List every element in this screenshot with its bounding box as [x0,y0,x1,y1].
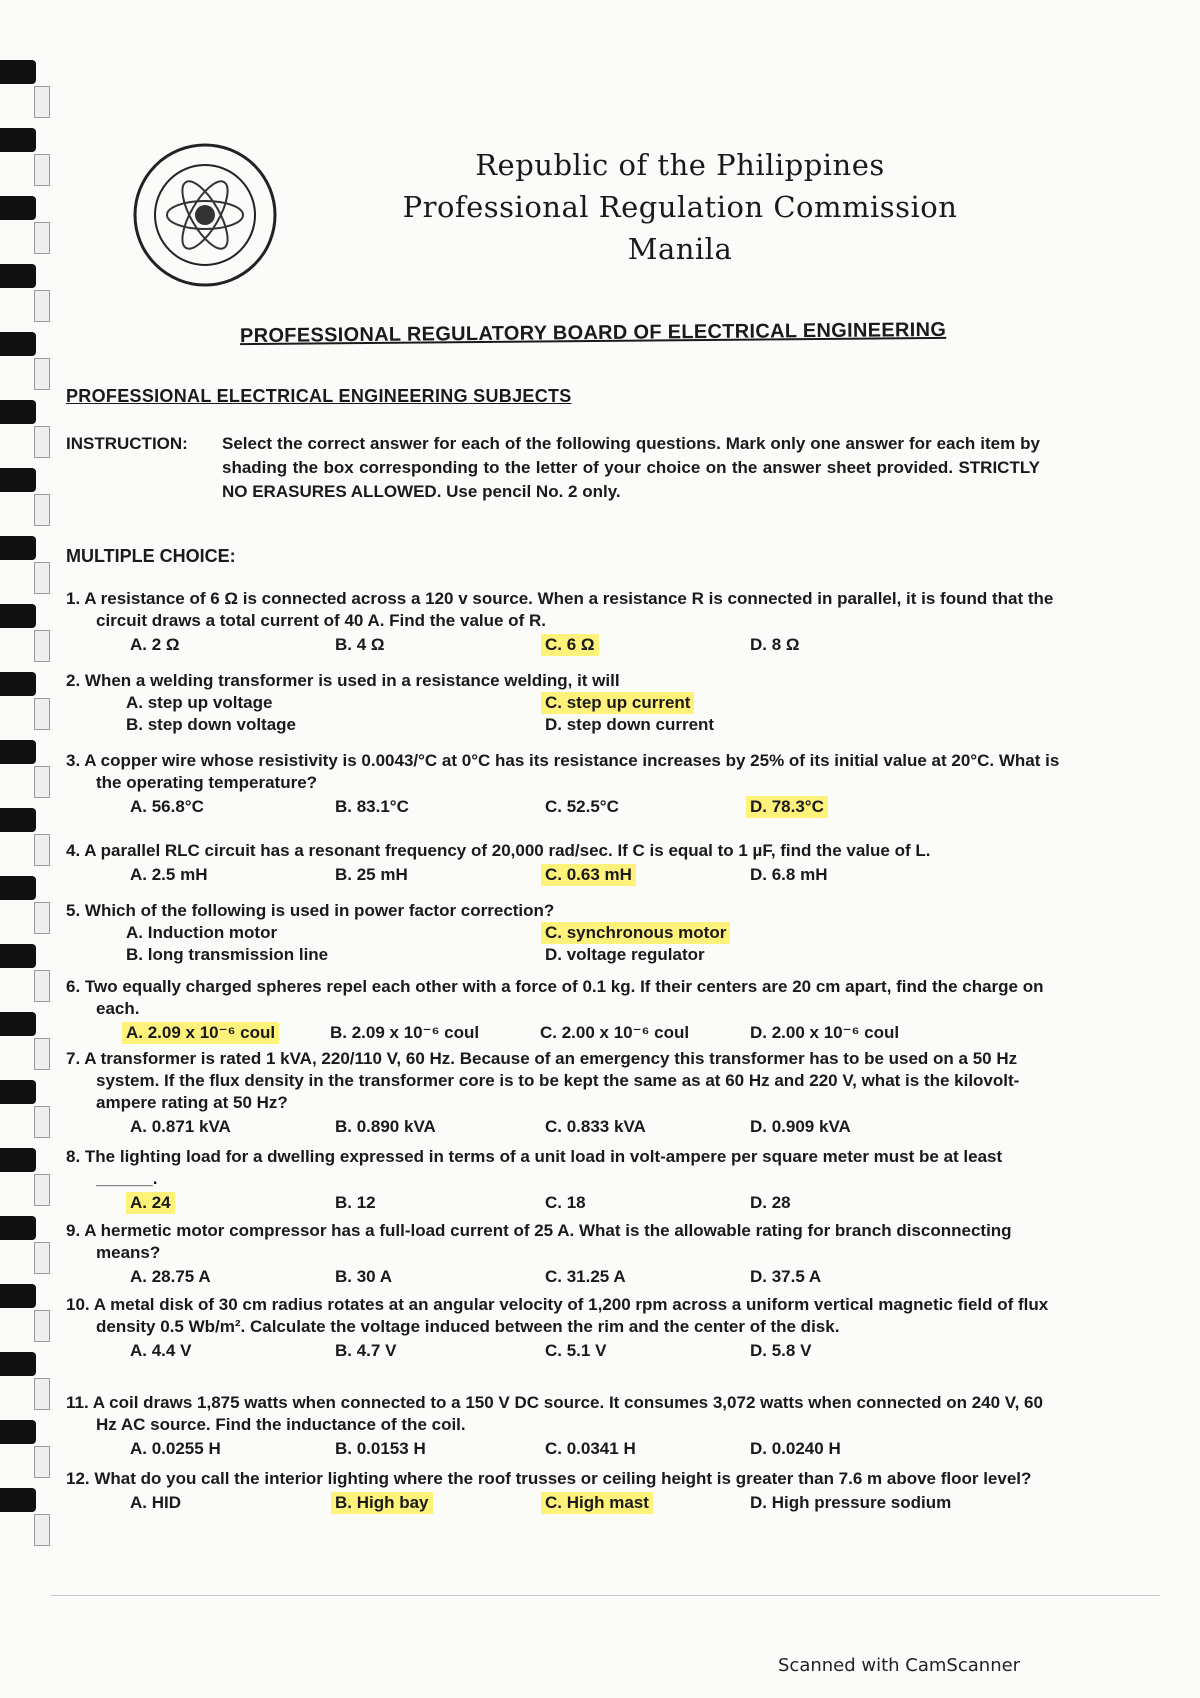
board-title: PROFESSIONAL REGULATORY BOARD OF ELECTRICAL ENGINEERING [239,318,947,348]
binder-tab [34,86,50,118]
option-d: D. 37.5 A [750,1267,822,1286]
question-10 [66,1294,1066,1364]
binder-tab [34,1514,50,1546]
prc-seal-icon [130,140,280,290]
header-commission: Professional Regulation Commission [402,190,958,224]
binder-mark [0,60,36,84]
option-d: D. 8 Ω [750,635,800,654]
question-5 [66,900,1066,966]
question-text: 5. Which of the following is used in power factor correction? [66,901,555,920]
option-b: B. 0.890 kVA [335,1117,436,1136]
option-d: D. 6.8 mH [750,865,828,884]
binder-mark [0,808,36,832]
question-text: 8. The lighting load for a dwelling expressed in terms of a unit load in volt-ampere per square meter must be at least ______. [66,1147,1003,1188]
binder-mark [0,1488,36,1512]
header-republic: Republic of the Philippines [475,148,885,182]
option-b: B. step down voltage [126,715,297,734]
question-text: 9. A hermetic motor compressor has a full-load current of 25 A. What is the allowable rating for branch disconnecting means? [66,1221,1012,1262]
subjects-title: PROFESSIONAL ELECTRICAL ENGINEERING SUBJECTS [66,386,572,406]
binder-mark [0,1216,36,1240]
binder-mark [0,876,36,900]
question-text: 3. A copper wire whose resistivity is 0.0043/°C at 0°C has its resistance increases by 25% of its initial value at 20°C. What is the operating temperature? [66,751,1060,792]
binder-mark [0,264,36,288]
multiple-choice-label: MULTIPLE CHOICE: [66,546,236,566]
option-d: D. High pressure sodium [750,1493,952,1512]
option-a-highlighted: A. 24 [126,1192,175,1214]
binder-mark [0,128,36,152]
option-b: B. 30 A [335,1267,393,1286]
binder-tab [34,766,50,798]
binder-mark [0,196,36,220]
option-b-highlighted: B. High bay [331,1492,433,1514]
binder-tab [34,358,50,390]
binder-edge [0,60,56,1560]
binder-mark [0,944,36,968]
binder-mark [0,604,36,628]
binder-tab [34,630,50,662]
option-c-highlighted: C. step up current [541,692,694,714]
option-d-highlighted: D. 78.3°C [746,796,828,818]
option-b: B. 4.7 V [335,1341,397,1360]
option-a: A. step up voltage [126,693,273,712]
binder-mark [0,400,36,424]
binder-tab [34,426,50,458]
question-text: 2. When a welding transformer is used in a resistance welding, it will [66,671,620,690]
binder-tab [34,562,50,594]
question-8 [66,1146,1066,1216]
instruction-text: Select the correct answer for each of the following questions. Mark only one answer for each item by shading the box corresponding to the letter of your choice on the answer sheet provided. STRICTLY NO ERASURES ALLOWED. Use pencil No. 2 only. [222,434,1040,501]
question-text: 10. A metal disk of 30 cm radius rotates at an angular velocity of 1,200 rpm across a uniform vertical magnetic field of flux density 0.5 Wb/m². Calculate the voltage induced between the rim and the center of the disk. [66,1295,1049,1336]
question-11 [66,1392,1066,1462]
binder-tab [34,970,50,1002]
option-c-highlighted: C. synchronous motor [541,922,730,944]
option-d: D. 28 [750,1193,791,1212]
binder-mark [0,536,36,560]
option-b: B. 83.1°C [335,797,409,816]
binder-tab [34,1242,50,1274]
binder-mark [0,1012,36,1036]
option-b: B. 4 Ω [335,635,385,654]
option-a: A. 28.75 A [130,1267,211,1286]
option-a: A. 4.4 V [130,1341,192,1360]
option-c-highlighted: C. 0.63 mH [541,864,636,886]
option-c: C. 18 [545,1193,586,1212]
question-text: 1. A resistance of 6 Ω is connected across a 120 v source. When a resistance R is connected in parallel, it is found that the circuit draws a total current of 40 A. Find the value of R. [66,589,1054,630]
option-d: D. 0.909 kVA [750,1117,851,1136]
binder-mark [0,740,36,764]
option-b: B. long transmission line [126,945,329,964]
binder-mark [0,1352,36,1376]
option-c-highlighted: C. High mast [541,1492,653,1514]
question-6 [66,976,1066,1046]
binder-tab [34,222,50,254]
option-b: B. 25 mH [335,865,408,884]
question-2 [66,670,1066,736]
option-c-highlighted: C. 6 Ω [541,634,599,656]
option-c: C. 31.25 A [545,1267,626,1286]
option-d: D. step down current [545,715,715,734]
option-a: A. HID [130,1493,181,1512]
option-c: C. 0.833 kVA [545,1117,646,1136]
option-b: B. 12 [335,1193,376,1212]
option-a: A. 0.0255 H [130,1439,221,1458]
option-a: A. Induction motor [126,923,278,942]
binder-tab [34,1378,50,1410]
binder-mark [0,1148,36,1172]
option-c: C. 2.00 x 10⁻⁶ coul [540,1023,690,1042]
option-d: D. 2.00 x 10⁻⁶ coul [750,1023,900,1042]
question-12 [66,1468,1066,1516]
question-4 [66,840,1066,888]
binder-tab [34,290,50,322]
binder-mark [0,468,36,492]
binder-mark [0,672,36,696]
question-7 [66,1048,1066,1140]
option-a: A. 2 Ω [130,635,180,654]
option-a: A. 0.871 kVA [130,1117,231,1136]
question-text: 6. Two equally charged spheres repel each other with a force of 0.1 kg. If their centers are 20 cm apart, find the charge on each. [66,977,1044,1018]
binder-tab [34,494,50,526]
binder-tab [34,834,50,866]
binder-tab [34,1174,50,1206]
option-c: C. 0.0341 H [545,1439,636,1458]
option-a-highlighted: A. 2.09 x 10⁻⁶ coul [122,1022,279,1044]
page-bottom-line [50,1595,1160,1596]
binder-mark [0,1420,36,1444]
binder-mark [0,332,36,356]
option-c: C. 5.1 V [545,1341,607,1360]
question-text: 7. A transformer is rated 1 kVA, 220/110 V, 60 Hz. Because of an emergency this transformer has to be used on a 50 Hz system. If the flux density in the transformer core is to be kept the same as at 60 Hz and 220 V, what is the kilovolt-ampere rating at 50 Hz? [66,1049,1020,1112]
option-c: C. 52.5°C [545,797,619,816]
option-a: A. 2.5 mH [130,865,208,884]
question-3 [66,750,1066,820]
binder-mark [0,1284,36,1308]
binder-tab [34,1038,50,1070]
binder-tab [34,154,50,186]
instruction-label: INSTRUCTION: [66,434,188,453]
option-b: B. 0.0153 H [335,1439,426,1458]
question-text: 12. What do you call the interior lighting where the roof trusses or ceiling height is greater than 7.6 m above floor level? [66,1469,1032,1488]
binder-tab [34,1106,50,1138]
option-b: B. 2.09 x 10⁻⁶ coul [330,1023,480,1042]
question-9 [66,1220,1066,1290]
question-text: 4. A parallel RLC circuit has a resonant frequency of 20,000 rad/sec. If C is equal to 1 µF, find the value of L. [66,841,931,860]
option-d: D. voltage regulator [545,945,705,964]
binder-tab [34,698,50,730]
option-d: D. 0.0240 H [750,1439,841,1458]
binder-tab [34,1310,50,1342]
question-text: 11. A coil draws 1,875 watts when connected to a 150 V DC source. It consumes 3,072 watts when connected on 240 V, 60 Hz AC source. Find the inductance of the coil. [66,1393,1043,1434]
option-a: A. 56.8°C [130,797,204,816]
option-d: D. 5.8 V [750,1341,812,1360]
question-1 [66,588,1066,658]
binder-tab [34,1446,50,1478]
header-city: Manila [627,232,733,266]
camscanner-footer: Scanned with CamScanner [778,1655,1021,1676]
binder-tab [34,902,50,934]
binder-mark [0,1080,36,1104]
